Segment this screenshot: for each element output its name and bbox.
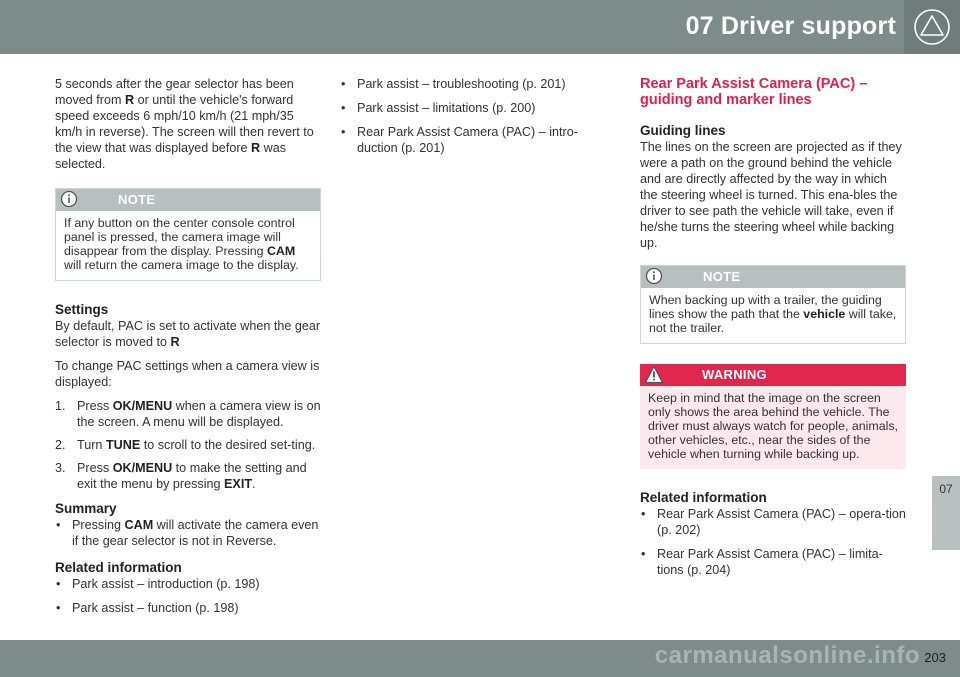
warning-text: Keep in mind that the image on the screen only shows the area behind the vehicle. The driver must always watch for people, animals, other vehicles, etc., near the sides of the vehicle when turning while backing up. bbox=[648, 391, 898, 461]
settings-paragraph-2: To change PAC settings when a camera view is displayed: bbox=[55, 359, 320, 389]
note-text: If any button on the center console control panel is pressed, the camera image will disappear from the display. Pressing CAM will return the camera image to the display. bbox=[64, 216, 299, 272]
page-number: 203 bbox=[924, 650, 946, 665]
related-link-6[interactable]: • Rear Park Assist Camera (PAC) – opera-tion (p. 202) bbox=[640, 506, 906, 538]
column-right bbox=[640, 76, 906, 586]
note-label: NOTE bbox=[118, 192, 156, 207]
related-link-4[interactable]: • Park assist – limitations (p. 200) bbox=[340, 100, 602, 116]
related-list bbox=[55, 576, 321, 616]
chapter-side-tab: 07 bbox=[932, 476, 960, 550]
related-list-2 bbox=[640, 506, 906, 578]
related-link-7[interactable]: • Rear Park Assist Camera (PAC) – limita-tions (p. 204) bbox=[640, 546, 906, 578]
related-link-2[interactable]: • Park assist – function (p. 198) bbox=[55, 600, 321, 616]
chapter-title: 07 Driver support bbox=[685, 12, 896, 40]
note-box bbox=[55, 188, 321, 281]
warning-triangle-icon bbox=[904, 0, 960, 54]
summary-heading: Summary bbox=[55, 501, 117, 516]
warning-icon bbox=[644, 365, 664, 388]
note-text: When backing up with a trailer, the guiding lines show the path that the vehicle will take, not the trailer. bbox=[649, 293, 897, 335]
settings-steps bbox=[55, 398, 321, 492]
watermark: carmanualsonline.info bbox=[654, 642, 920, 669]
warning-box bbox=[640, 364, 906, 469]
info-icon bbox=[60, 190, 78, 212]
related-heading-2: Related information bbox=[640, 490, 767, 505]
settings-heading: Settings bbox=[55, 302, 109, 317]
guiding-lines-paragraph: The lines on the screen are projected as if they were a path on the ground behind the vehicle and are directly affected by the way in which the steering wheel is turned. This ena-bles the driver to see path the vehicle will take, even if he/she turns the steering wheel while backing up. bbox=[640, 140, 902, 250]
section-title: Rear Park Assist Camera (PAC) – guiding and marker lines bbox=[640, 76, 868, 108]
related-link-5[interactable]: • Rear Park Assist Camera (PAC) – intro-duction (p. 201) bbox=[340, 124, 602, 156]
guiding-lines-heading: Guiding lines bbox=[640, 123, 726, 138]
intro-paragraph: 5 seconds after the gear selector has been moved from R or until the vehicle's forward speed exceeds 6 mph/10 km/h (21 mph/35 km/h in reverse). The screen will then revert to the view that was displayed before R was selected. bbox=[55, 77, 314, 171]
column-middle bbox=[340, 76, 602, 164]
note-label: NOTE bbox=[703, 269, 741, 284]
related-heading: Related information bbox=[55, 560, 182, 575]
info-icon bbox=[645, 267, 663, 289]
list-item: 2. Turn TUNE to scroll to the desired set-ting. bbox=[55, 438, 316, 452]
related-list-continued bbox=[340, 76, 602, 156]
warning-label: WARNING bbox=[702, 367, 767, 382]
column-left bbox=[55, 76, 321, 624]
related-link-1[interactable]: • Park assist – introduction (p. 198) bbox=[55, 576, 321, 592]
settings-paragraph: By default, PAC is set to activate when the gear selector is moved to R bbox=[55, 319, 321, 349]
page-header bbox=[0, 0, 960, 54]
list-item: 3. Press OK/MENU to make the setting and exit the menu by pressing EXIT. bbox=[55, 461, 307, 491]
list-item: • Pressing CAM will activate the camera even if the gear selector is not in Reverse. bbox=[55, 517, 321, 549]
page-footer bbox=[0, 640, 960, 677]
list-item: 1. Press OK/MENU when a camera view is on the screen. A menu will be displayed. bbox=[55, 399, 321, 429]
summary-list bbox=[55, 517, 321, 549]
related-link-3[interactable]: • Park assist – troubleshooting (p. 201) bbox=[340, 76, 602, 92]
note-box-2 bbox=[640, 265, 906, 344]
